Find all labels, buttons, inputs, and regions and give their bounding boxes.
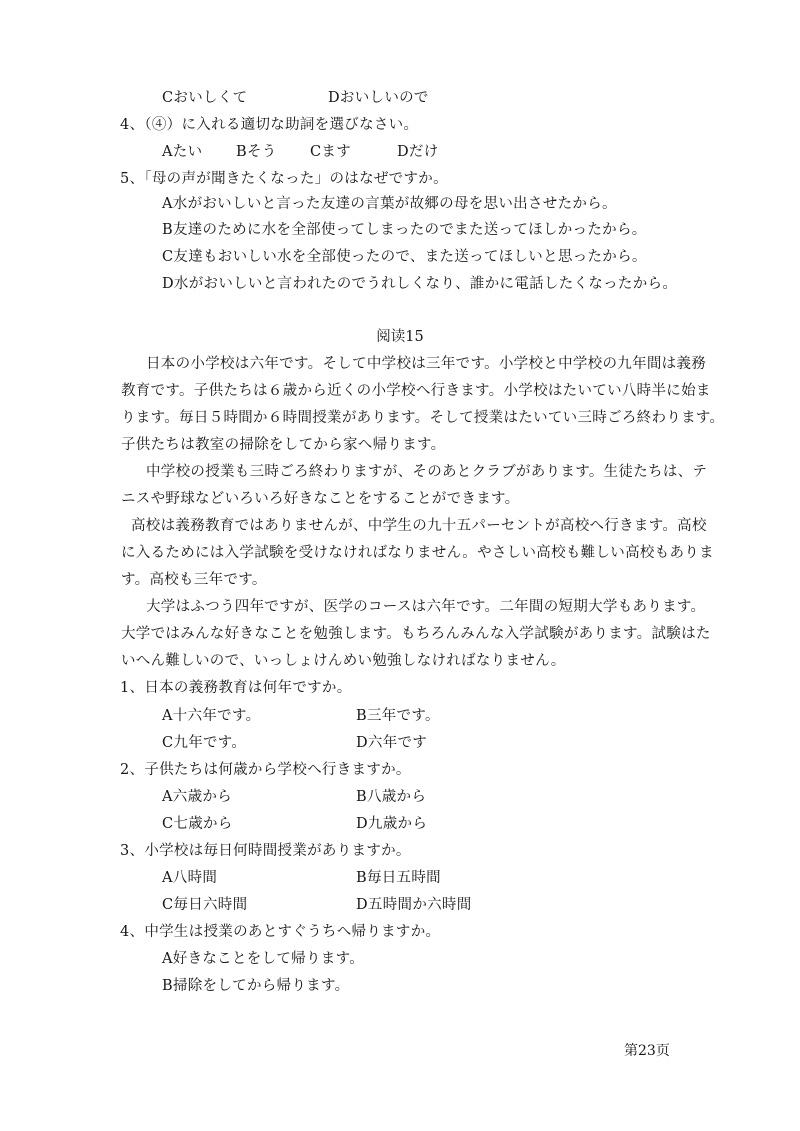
option-3c-q: C毎日六時間 — [162, 897, 248, 913]
passage-line: 中学校の授業も三時ごろ終わりますが、そのあとクラブがあります。生徒たちは、テ — [146, 464, 708, 480]
passage-line: 教育です。子供たちは６歳から近くの小学校へ行きます。小学校はたいてい八時半に始ま — [121, 383, 711, 399]
passage-line: いへん難しいので、いっしょけんめい勉強しなければなりません。 — [121, 653, 566, 669]
question-2-text: 2、子供たちは何歳から学校へ行きますか。 — [120, 762, 411, 778]
option-2c: C七歳から — [162, 816, 233, 832]
option-4d: Dだけ — [397, 144, 439, 160]
option-4c: Cます — [310, 144, 351, 160]
option-5c: C友達もおいしい水を全部使ったので、また送ってほしいと思ったから。 — [162, 249, 647, 265]
option-4a-q: A好きなことをして帰ります。 — [162, 951, 365, 967]
question-4-text: 4、（④）に入れる適切な助詞を選びなさい。 — [120, 117, 419, 133]
option-3b: B毎日五時間 — [356, 870, 441, 886]
passage-line: 大学はふつう四年ですが、医学のコースは六年です。二年間の短期大学もあります。 — [146, 599, 706, 615]
option-1b: B三年です。 — [356, 708, 440, 724]
option-5b: B友達のために水を全部使ってしまったのでまた送ってほしかったから。 — [162, 222, 647, 238]
passage-line: ニスや野球などいろいろ好きなことをすることができます。 — [121, 491, 520, 507]
option-3a: A八時間 — [162, 870, 218, 886]
question-4b-text: 4、中学生は授業のあとすぐうちへ帰りますか。 — [120, 924, 441, 940]
passage-line: 大学ではみんな好きなことを勉強します。もちろんみんな入学試験があります。試験はた — [121, 626, 711, 642]
passage-line: 高校は義務教育ではありませんが、中学生の九十五パーセントが高校へ行きます。高校 — [131, 518, 707, 534]
option-2b: B八歳から — [356, 789, 427, 805]
option-2d: D九歳から — [356, 816, 428, 832]
passage-line: 子供たちは教室の掃除をしてから家へ帰ります。 — [121, 437, 446, 453]
question-5-text: 5、「母の声が聞きたくなった」のはなぜですか。 — [120, 171, 448, 187]
option-1c: C九年です。 — [162, 735, 247, 751]
passage-line: す。高校も三年です。 — [121, 572, 267, 588]
option-4b-q: B掃除をしてから帰ります。 — [162, 978, 350, 994]
option-4a: Aたい — [162, 144, 203, 160]
passage-line: ります。毎日５時間か６時間授業があります。そして授業はたいてい三時ごろ終わります。 — [121, 410, 725, 426]
question-3-text: 3、小学校は毎日何時間授業がありますか。 — [120, 843, 411, 859]
option-1d: D六年です — [356, 735, 428, 751]
page-number: 第23页 — [624, 1043, 670, 1059]
option-3c: Cおいしくて — [162, 90, 248, 106]
passage-line: に入るためには入学試験を受けなければなりません。やさしい高校も難しい高校もありま — [121, 545, 714, 561]
option-1a: A十六年です。 — [162, 708, 261, 724]
option-3d: Dおいしいので — [328, 90, 429, 106]
option-5a: A水がおいしいと言った友達の言葉が故郷の母を思い出させたから。 — [162, 196, 617, 212]
reading-title: 阅读15 — [376, 329, 424, 345]
passage-line: 日本の小学校は六年です。そして中学校は三年です。小学校と中学校の九年間は義務 — [146, 356, 707, 372]
option-3d-q: D五時間か六時間 — [356, 897, 472, 913]
option-2a: A六歳から — [162, 789, 232, 805]
option-4b: Bそう — [236, 144, 277, 160]
question-1-text: 1、日本の義務教育は何年ですか。 — [120, 680, 352, 696]
option-5d: D水がおいしいと言われたのでうれしくなり、誰かに電話したくなったから。 — [162, 276, 678, 292]
